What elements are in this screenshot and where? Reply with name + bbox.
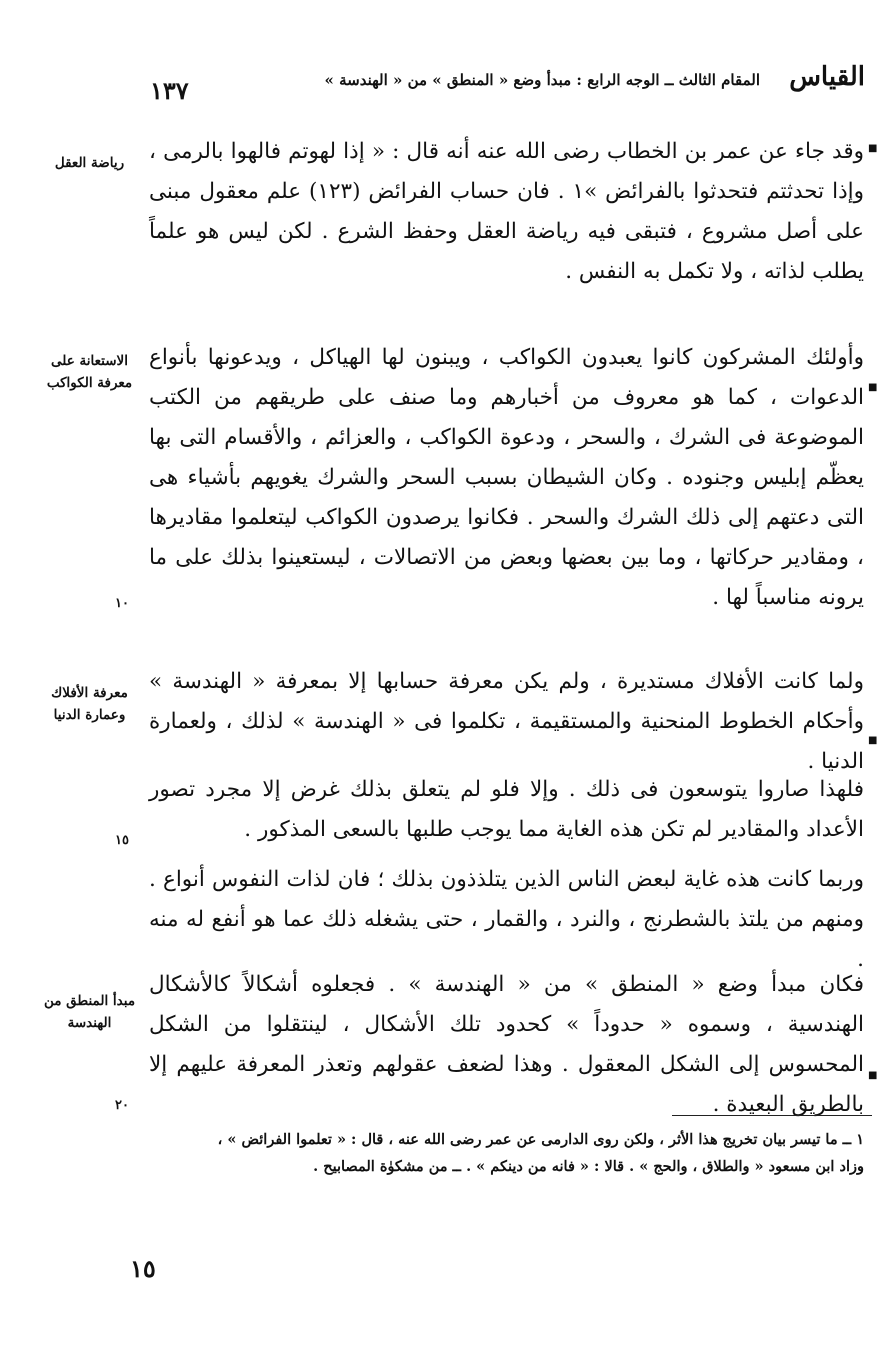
paragraph-6: فكان مبدأ وضع « المنطق » من « الهندسة » . فجعلوه أشكالاً كالأشكال الهندسية ، وسموه « حدوداً » كحدود تلك الأشكال ، لينتقلوا من الشكل المحسوس إلى الشكل المعقول . وهذا لضعف عقولهم وتعذر المعرفة عليهم إلا بالطريق البعيدة . (149, 972, 864, 1117)
footnote-divider (672, 1115, 872, 1116)
paragraph-marker: ■ (868, 1070, 878, 1081)
paragraph-marker: ■ (868, 143, 878, 154)
paragraph-4: فلهذا صاروا يتوسعون فى ذلك . وإلا فلو لم يتعلق بذلك غرض إلا مجرد تصور الأعداد والمقادير لم تكن هذه الغاية مما يوجب طلبها بالسعى المذكور . (149, 777, 864, 842)
signature-mark: ١٥ (130, 1254, 156, 1283)
paragraph-5: وربما كانت هذه غاية لبعض الناس الذين يتلذذون بذلك ؛ فان لذات النفوس أنواع . ومنهم من يلتذ بالشطرنج ، والنرد ، والقمار ، حتى يشغله ذلك عما هو أنفع له منه . (149, 867, 864, 972)
page-number: ١٣٧ (150, 76, 189, 105)
paragraph-2: وأولئك المشركون كانوا يعبدون الكواكب ، ويبنون لها الهياكل ، ويدعونها بأنواع الدعوات ، كما هو معروف من أخبارهم وما صنف على طريقهم من الكتب الموضوعة فى الشرك ، والسحر ، ودعوة الكواكب ، والعزائم ، والأقسام التى بها يعظّم إبليس وجنوده . وكان الشيطان بسبب السحر والشرك يغويهم بأشياء هى التى دعتهم إلى ذلك الشرك والسحر . فكانوا يرصدون الكواكب ليتعلموا مقاديرها ، ومقادير حركاتها ، وما بين بعضها وبعض من الاتصالات ، ليستعينوا بذلك على ما يرونه مناسباً لها . (149, 345, 864, 610)
section-title: القياس (789, 62, 865, 92)
page-header (150, 62, 865, 105)
footnote-line-2: وزاد ابن مسعود « والطلاق ، والحج » . قالا : « فانه من دينكم » . ــ من مشكوٰة المصابيح . (313, 1158, 864, 1175)
paragraph-marker: ■ (868, 735, 878, 746)
paragraph-1: وقد جاء عن عمر بن الخطاب رضى الله عنه أنه قال : « إذا لهوتم فالهوا بالرمى ، وإذا تحدثتم فتحدثوا بالفرائض »١ . فان حساب الفرائض (١٢٣) علم معقول مبنى على أصل مشروع ، فتبقى فيه رياضة العقل وحفظ الشرع . لكن ليس هو علماً يطلب لذاته ، ولا تكمل به النفس . (149, 139, 864, 284)
margin-note-2: الاستعانة على معرفة الكواكب (46, 353, 133, 391)
line-number-20: ٢٠ (115, 1098, 129, 1113)
paragraph-3: ولما كانت الأفلاك مستديرة ، ولم يكن معرفة حسابها إلا بمعرفة « الهندسة » وأحكام الخطوط المنحنية والمستقيمة ، تكلموا فى « الهندسة » لذلك ، ولعمارة الدنيا . (149, 669, 864, 774)
line-number-15: ١٥ (115, 833, 129, 848)
footnote (149, 1126, 864, 1180)
margin-note-1: رياضة العقل (54, 155, 125, 171)
margin-note-3: معرفة الأفلاك وعمارة الدنيا (51, 685, 128, 723)
margin-note-4: مبدأ المنطق من الهندسة (43, 993, 136, 1031)
running-title: المقام الثالث ــ الوجه الرابع : مبدأ وضع « المنطق » من « الهندسة » (324, 71, 760, 89)
paragraph-marker: ■ (868, 382, 878, 393)
footnote-line-1: ١ ــ ما تيسر بيان تخريج هذا الأثر ، ولكن روى الدارمى عن عمر رضى الله عنه ، قال : « تعلموا الفرائض » ، (217, 1131, 864, 1148)
line-number-10: ١٠ (115, 596, 129, 611)
